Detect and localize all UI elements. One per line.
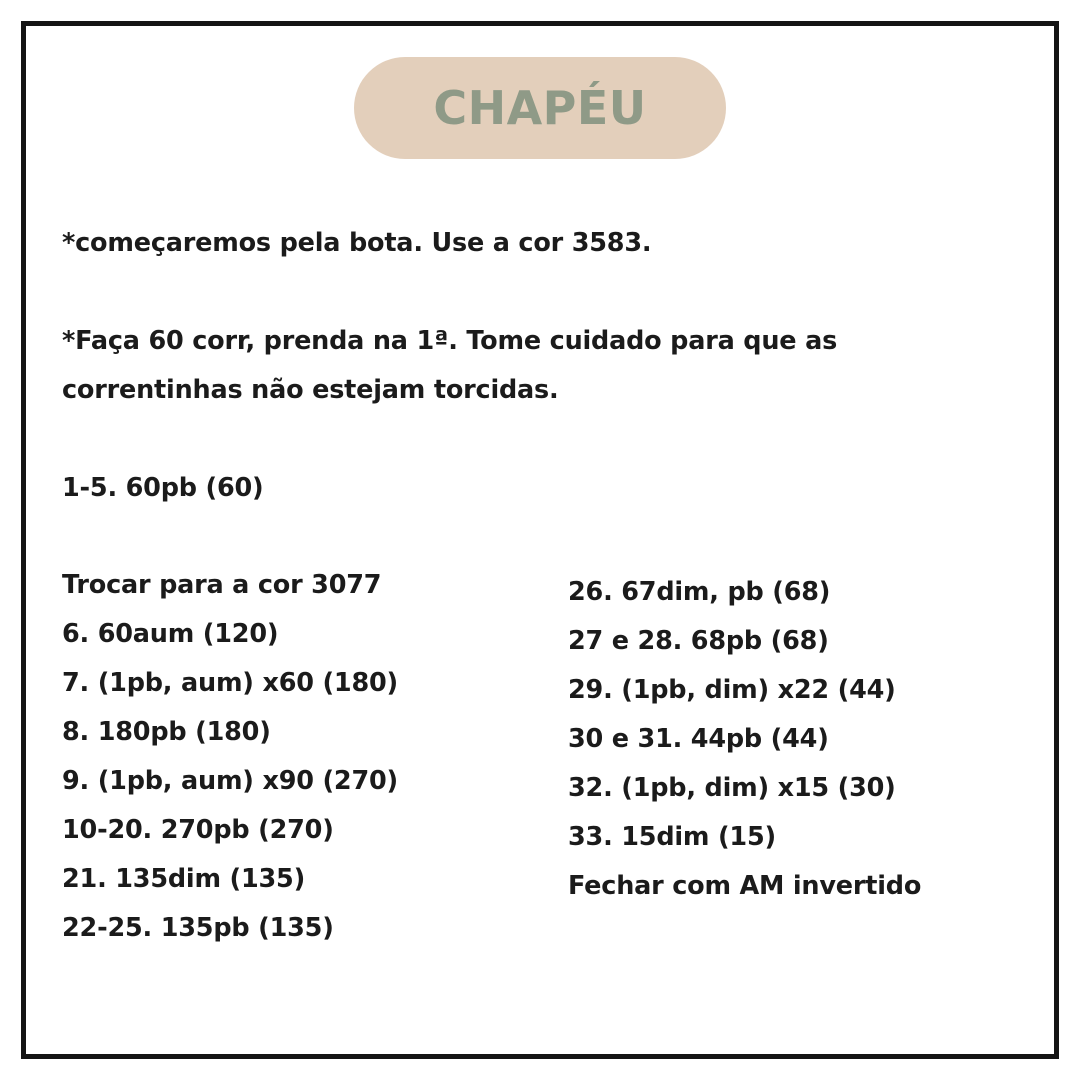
right-line: 26. 67dim, pb (68) — [568, 577, 831, 607]
right-line: 29. (1pb, dim) x22 (44) — [568, 675, 896, 705]
left-line: 6. 60aum (120) — [62, 619, 279, 649]
left-line: 9. (1pb, aum) x90 (270) — [62, 766, 398, 796]
left-line: 22-25. 135pb (135) — [62, 913, 334, 943]
right-line: Fechar com AM invertido — [568, 871, 922, 901]
right-line: 33. 15dim (15) — [568, 822, 776, 852]
page-title: CHAPÉU — [433, 81, 647, 135]
left-line: 7. (1pb, aum) x60 (180) — [62, 668, 398, 698]
left-line: Trocar para a cor 3077 — [62, 570, 382, 600]
page-frame — [21, 21, 1059, 1059]
left-line: 10-20. 270pb (270) — [62, 815, 334, 845]
left-line: 21. 135dim (135) — [62, 864, 306, 894]
intro-line: *Faça 60 corr, prenda na 1ª. Tome cuidado para que as — [62, 326, 838, 356]
left-line: 8. 180pb (180) — [62, 717, 271, 747]
round-line: 1-5. 60pb (60) — [62, 473, 264, 503]
intro-line: *começaremos pela bota. Use a cor 3583. — [62, 228, 652, 258]
right-line: 27 e 28. 68pb (68) — [568, 626, 829, 656]
intro-line: correntinhas não estejam torcidas. — [62, 375, 559, 405]
right-line: 30 e 31. 44pb (44) — [568, 724, 829, 754]
right-line: 32. (1pb, dim) x15 (30) — [568, 773, 896, 803]
title-pill — [354, 57, 726, 159]
